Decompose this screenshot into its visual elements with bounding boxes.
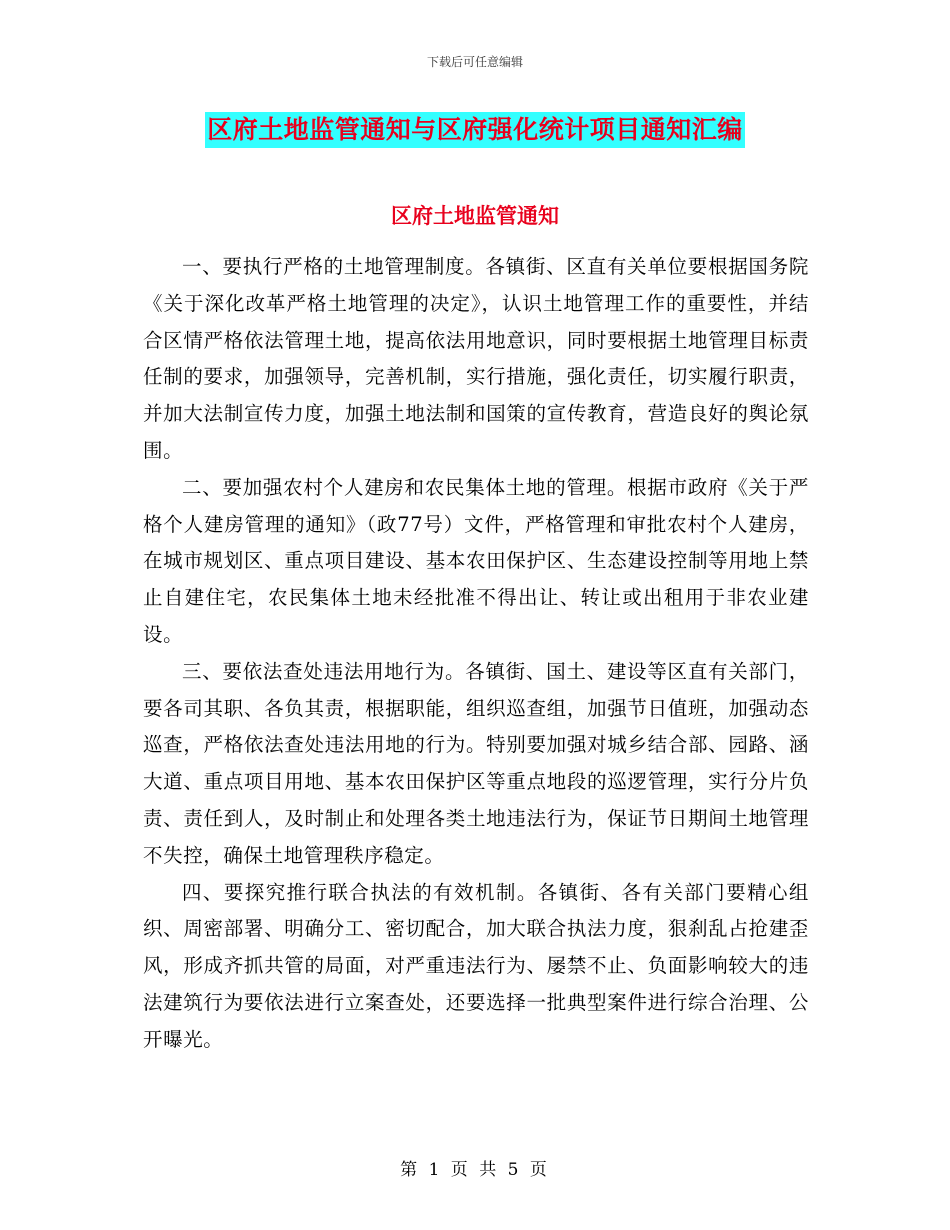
page-header-note: 下载后可任意编辑 xyxy=(426,55,523,69)
document-title-container xyxy=(0,112,950,148)
paragraph-2: 二、要加强农村个人建房和农民集体土地的管理。根据市政府《关于严格个人建房管理的通知》（政77号）文件，严格管理和审批农村个人建房，在城市规划区、重点项目建设、基本农田保护区、生态建设控制等用地上禁止自建住宅，农民集体土地未经批准不得出让、转让或出租用于非农业建设。 xyxy=(143,475,809,646)
paragraph-1: 一、要执行严格的土地管理制度。各镇街、区直有关单位要根据国务院《关于深化改革严格土地管理的决定》，认识土地管理工作的重要性，并结合区情严格依法管理土地，提高依法用地意识，同时要根据土地管理目标责任制的要求，加强领导，完善机制，实行措施，强化责任，切实履行职责，并加大法制宣传力度，加强土地法制和国策的宣传教育，营造良好的舆论氛围。 xyxy=(143,255,809,462)
section-title: 区府土地监管通知 xyxy=(391,204,559,228)
page-number-footer: 第 1 页 共 5 页 xyxy=(400,1160,550,1180)
paragraph-4: 四、要探究推行联合执法的有效机制。各镇街、各有关部门要精心组织、周密部署、明确分工、密切配合，加大联合执法力度，狠刹乱占抢建歪风，形成齐抓共管的局面，对严重违法行为、屡禁不止、负面影响较大的违法建筑行为要依法进行立案查处，还要选择一批典型案件进行综合治理、公开曝光。 xyxy=(143,880,809,1051)
document-body xyxy=(143,249,809,1059)
paragraph-3: 三、要依法查处违法用地行为。各镇街、国土、建设等区直有关部门，要各司其职、各负其责，根据职能，组织巡查组，加强节日值班，加强动态巡查，严格依法查处违法用地的行为。特别要加强对城乡结合部、园路、涵大道、重点项目用地、基本农田保护区等重点地段的巡逻管理，实行分片负责、责任到人，及时制止和处理各类土地违法行为，保证节日期间土地管理不失控，确保土地管理秩序稳定。 xyxy=(143,659,809,867)
document-title: 区府土地监管通知与区府强化统计项目通知汇编 xyxy=(205,112,745,148)
